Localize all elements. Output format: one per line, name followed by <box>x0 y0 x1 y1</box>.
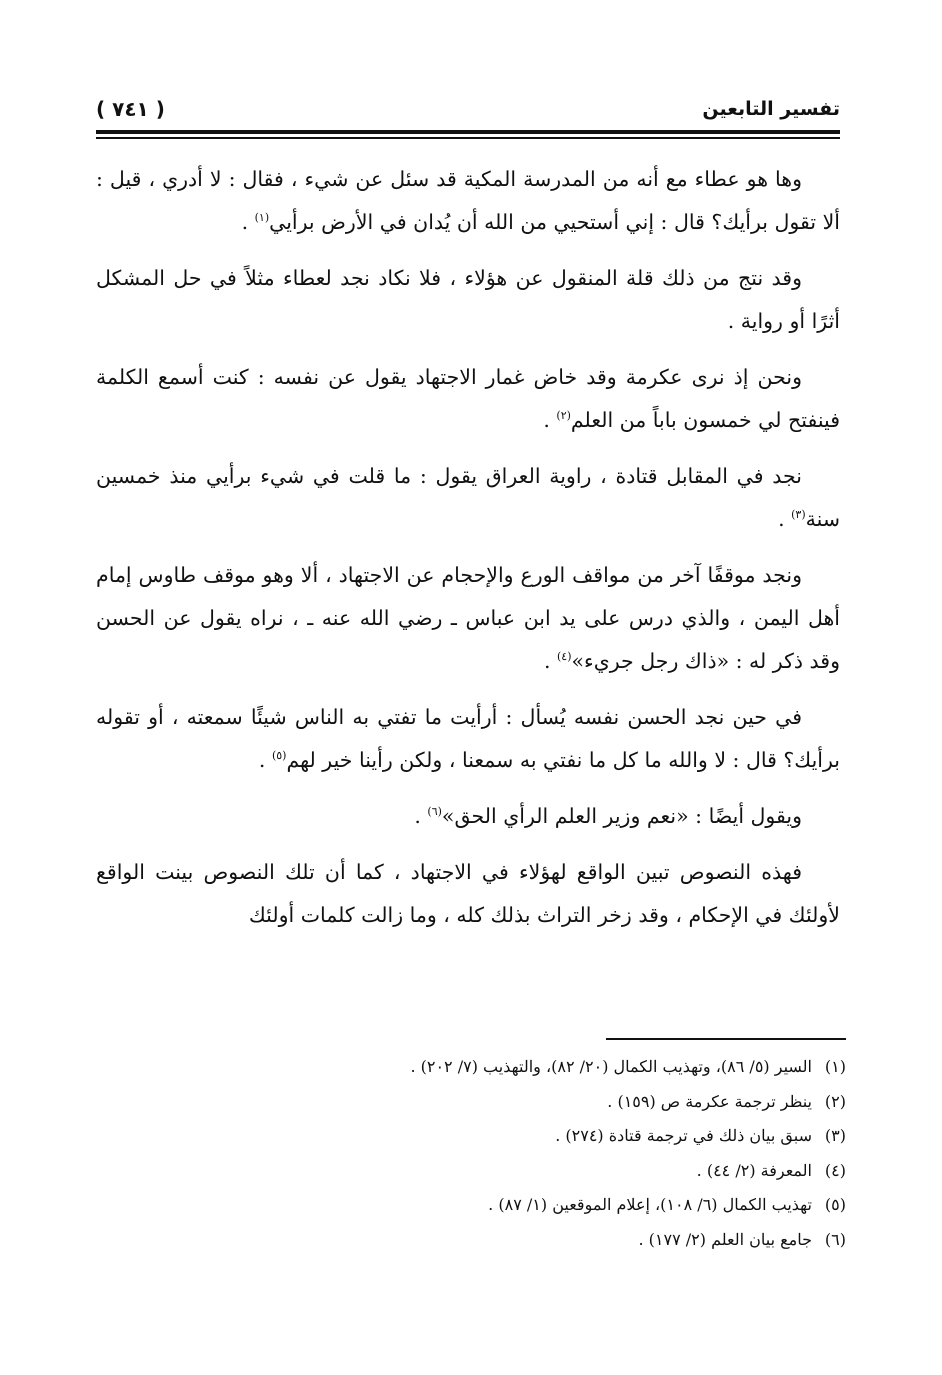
footnote-number: (٦) <box>824 1229 846 1249</box>
paragraph: ونحن إذ نرى عكرمة وقد خاض غمار الاجتهاد يقول عن نفسه : كنت أسمع الكلمة فينفتح لي خمسون باباً من العلم$^{(٢)}$ . <box>96 365 840 432</box>
footnote: (١)السير (٥/ ٨٦)، وتهذيب الكمال (٢٠/ ٨٢)، والتهذيب (٧/ ٢٠٢) . <box>102 1050 846 1085</box>
paragraph: وها هو عطاء مع أنه من المدرسة المكية قد سئل عن شيء ، فقال : لا أدري ، قيل : ألا تقول برأيك؟ قال : إني أستحيي من الله أن يُدان في الأرض برأيي$^{(١)}$ . <box>96 167 840 234</box>
page-number: ( ٧٤١ ) <box>96 97 165 121</box>
footnote-separator <box>606 1038 846 1040</box>
footnote-ref: (١) <box>254 211 270 225</box>
footnote: (٣)سبق بيان ذلك في ترجمة قتادة (٢٧٤) . <box>102 1119 846 1154</box>
paragraph: فهذه النصوص تبين الواقع لهؤلاء في الاجتهاد ، كما أن تلك النصوص بينت الواقع لأولئك في الإحكام ، وقد زخر التراث بذلك كله ، وما زالت كلمات أولئك <box>96 860 840 927</box>
paragraph: ونجد موقفًا آخر من مواقف الورع والإحجام عن الاجتهاد ، ألا وهو موقف طاوس إمام أهل اليمن ، والذي درس على يد ابن عباس ـ رضي الله عنه ـ ، نراه يقول عن الحسن وقد ذكر له : «ذاك رجل جريء»$^{(٤)}$ . <box>96 563 840 673</box>
footnote-number: (٢) <box>824 1091 846 1111</box>
footnote-ref: (٦) <box>427 805 442 819</box>
running-title: تفسير التابعين <box>702 98 840 120</box>
header-rule-thick <box>96 130 840 134</box>
paragraph: نجد في المقابل قتادة ، راوية العراق يقول : ما قلت في شيء برأيي منذ خمسين سنة$^{(٣)}$ . <box>96 464 840 531</box>
page-header <box>96 92 840 126</box>
paragraph: ويقول أيضًا : «نعم وزير العلم الرأي الحق»$^{(٦)}$ . <box>414 804 802 828</box>
paragraph: وقد نتج من ذلك قلة المنقول عن هؤلاء ، فلا نكاد نجد لعطاء مثلاً في حل المشكل أثرًا أو رواية . <box>96 266 840 333</box>
footnote-number: (٣) <box>824 1126 846 1145</box>
body-text <box>96 158 840 950</box>
footnote: (٦)جامع بيان العلم (٢/ ١٧٧) . <box>102 1223 846 1258</box>
footnote-ref: (٢) <box>556 409 571 423</box>
footnote-number: (٥) <box>824 1195 846 1214</box>
footnote-number: (١) <box>824 1057 846 1076</box>
header-rule-thin <box>96 137 840 139</box>
footnotes <box>102 1050 846 1257</box>
footnote: (٥)تهذيب الكمال (٦/ ١٠٨)، إعلام الموقعين (١/ ٨٧) . <box>102 1188 846 1223</box>
footnote-ref: (٤) <box>557 650 572 664</box>
footnote-ref: (٣) <box>791 508 806 522</box>
footnote: (٢)ينظر ترجمة عكرمة ص (١٥٩) . <box>102 1085 846 1120</box>
paragraph: في حين نجد الحسن نفسه يُسأل : أرأيت ما تفتي به الناس شيئًا سمعته ، أو تقوله برأيك؟ قال : لا والله ما كل ما نفتي به سمعنا ، ولكن رأينا خير لهم$^{(٥)}$ . <box>96 705 840 772</box>
footnote-ref: (٥) <box>271 749 287 763</box>
footnote: (٤)المعرفة (٢/ ٤٤) . <box>102 1154 846 1189</box>
footnote-number: (٤) <box>824 1160 846 1180</box>
